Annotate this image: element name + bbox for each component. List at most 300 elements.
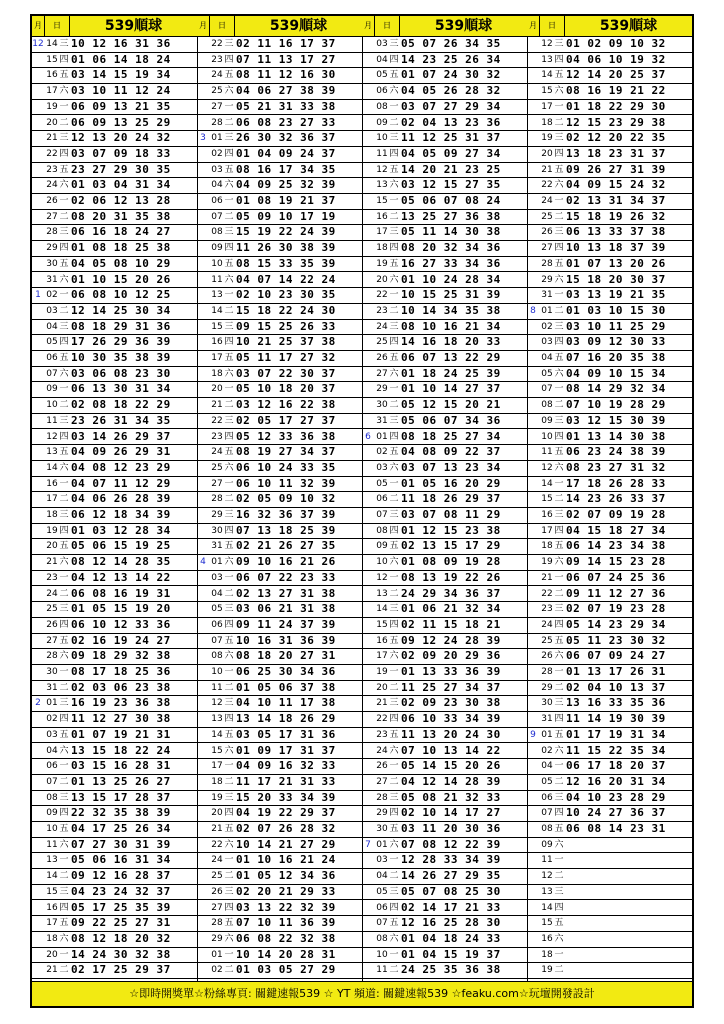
month-label xyxy=(362,963,374,979)
month-label xyxy=(197,649,209,665)
month-label xyxy=(362,649,374,665)
draw-numbers: 06 25 30 34 36 xyxy=(236,665,336,678)
weekday-label: 六 xyxy=(389,933,399,944)
draw-numbers: 04 06 26 28 39 xyxy=(71,492,171,506)
draw-numbers: 08 16 17 34 35 xyxy=(236,162,336,176)
draw-numbers: 10 14 34 35 38 xyxy=(401,303,501,317)
day-label: 02 xyxy=(211,148,223,159)
draw-numbers xyxy=(566,853,692,869)
day-label: 19 xyxy=(541,965,553,976)
month-label xyxy=(362,885,374,901)
weekday-label: 三 xyxy=(224,39,234,49)
draw-numbers: 04 07 14 22 24 xyxy=(236,272,336,286)
draw-numbers: 01 07 24 30 32 xyxy=(401,68,501,82)
draw-numbers: 12 16 25 28 30 xyxy=(401,916,501,930)
month-label xyxy=(362,257,374,273)
month-label xyxy=(32,116,44,132)
draw-row xyxy=(197,273,362,289)
weekday-label: 六 xyxy=(389,86,399,97)
day-label: 01 xyxy=(541,305,553,316)
weekday-label: 六 xyxy=(59,745,69,756)
day-label: 16 xyxy=(376,211,388,222)
draw-numbers: 16 19 23 36 38 xyxy=(71,696,171,710)
draw-row xyxy=(197,492,362,508)
month-label xyxy=(527,382,539,398)
month-label xyxy=(362,100,374,116)
weekday-label: 六 xyxy=(59,651,69,662)
draw-numbers xyxy=(566,901,692,917)
draw-row xyxy=(197,351,362,367)
day-label: 09 xyxy=(46,384,58,395)
day-label: 26 xyxy=(211,886,223,897)
weekday-label: 四 xyxy=(224,808,234,819)
draw-row xyxy=(527,68,692,84)
draw-row xyxy=(527,225,692,241)
results-column xyxy=(32,16,197,1006)
draw-numbers: 04 23 24 32 37 xyxy=(71,884,171,898)
weekday-label: 四 xyxy=(224,619,234,630)
weekday-label: 五 xyxy=(224,824,234,834)
weekday-label: 六 xyxy=(554,368,564,379)
weekday-label: 二 xyxy=(59,776,69,787)
weekday-label: 六 xyxy=(59,557,69,568)
weekday-label: 三 xyxy=(224,698,234,709)
month-label xyxy=(197,618,209,634)
weekday-label: 五 xyxy=(389,635,399,646)
draw-numbers: 07 10 11 36 39 xyxy=(236,916,336,930)
weekday-label: 二 xyxy=(224,117,234,128)
draw-numbers: 06 10 12 33 36 xyxy=(71,617,171,631)
month-label xyxy=(362,225,374,241)
month-label xyxy=(527,194,539,210)
day-header: 日 xyxy=(210,16,235,36)
draw-row xyxy=(362,759,527,775)
weekday-label: 一 xyxy=(224,667,234,677)
month-label xyxy=(32,618,44,634)
day-label: 14 xyxy=(46,39,58,49)
weekday-label: 一 xyxy=(224,101,234,112)
month-label xyxy=(32,100,44,116)
month-label xyxy=(362,524,374,540)
day-label: 25 xyxy=(46,604,58,615)
month-label xyxy=(527,116,539,132)
draw-numbers: 11 15 22 35 34 xyxy=(566,743,666,757)
day-label: 06 xyxy=(376,494,388,505)
weekday-label: 二 xyxy=(59,682,69,693)
month-label xyxy=(197,147,209,163)
month-label xyxy=(197,728,209,744)
draw-row xyxy=(197,241,362,257)
day-label: 18 xyxy=(376,243,388,254)
day-label: 02 xyxy=(211,965,223,976)
weekday-label: 六 xyxy=(389,651,399,662)
draw-row xyxy=(32,304,197,320)
day-label: 05 xyxy=(376,478,388,489)
draw-numbers: 15 20 33 34 39 xyxy=(236,790,336,804)
weekday-label: 五 xyxy=(59,258,69,269)
month-label xyxy=(527,335,539,351)
weekday-label: 三 xyxy=(59,133,69,144)
month-label xyxy=(197,948,209,964)
draw-row xyxy=(362,367,527,383)
draw-row xyxy=(32,461,197,477)
month-label xyxy=(197,382,209,398)
day-label: 03 xyxy=(211,164,223,175)
draw-numbers: 11 26 30 38 39 xyxy=(236,241,336,255)
draw-row xyxy=(527,194,692,210)
draw-row xyxy=(32,367,197,383)
weekday-label: 六 xyxy=(554,462,564,473)
day-label: 16 xyxy=(541,510,553,520)
month-label xyxy=(32,320,44,336)
draw-numbers: 09 15 25 26 33 xyxy=(236,319,336,333)
month-label xyxy=(362,571,374,587)
day-label: 23 xyxy=(541,604,553,615)
draw-row xyxy=(362,869,527,885)
draw-numbers: 14 20 21 23 25 xyxy=(401,162,501,176)
draw-numbers: 13 15 18 22 24 xyxy=(71,743,171,757)
day-label: 11 xyxy=(376,148,388,159)
draw-numbers: 05 12 15 20 21 xyxy=(401,398,501,412)
month-label xyxy=(197,696,209,712)
draw-row xyxy=(197,414,362,430)
draw-numbers: 10 24 27 36 37 xyxy=(566,806,666,820)
weekday-label: 四 xyxy=(224,902,234,913)
day-label: 08 xyxy=(46,792,58,803)
day-label: 22 xyxy=(211,415,223,426)
month-label xyxy=(527,241,539,257)
month-label xyxy=(197,885,209,901)
month-label xyxy=(197,822,209,838)
day-label: 01 xyxy=(46,698,58,709)
month-label xyxy=(197,163,209,179)
draw-numbers: 06 08 14 23 31 xyxy=(566,822,666,835)
day-label: 04 xyxy=(541,353,553,363)
weekday-label: 五 xyxy=(389,164,399,175)
draw-row xyxy=(197,178,362,194)
draw-numbers: 04 08 12 23 29 xyxy=(71,460,171,474)
draw-numbers: 08 18 29 31 36 xyxy=(71,319,171,333)
weekday-label: 四 xyxy=(59,902,69,913)
draw-row xyxy=(527,430,692,446)
month-label xyxy=(32,885,44,901)
weekday-label: 五 xyxy=(554,353,564,363)
month-label xyxy=(527,37,539,53)
weekday-label: 五 xyxy=(389,824,399,834)
month-label xyxy=(32,194,44,210)
draw-numbers: 22 32 35 38 39 xyxy=(71,806,171,820)
draw-row xyxy=(362,571,527,587)
month-label xyxy=(32,335,44,351)
month-label xyxy=(197,367,209,383)
draw-row xyxy=(197,932,362,948)
day-label: 09 xyxy=(211,243,223,254)
weekday-label: 二 xyxy=(554,494,564,505)
weekday-label: 二 xyxy=(224,776,234,787)
weekday-label: 一 xyxy=(59,101,69,112)
month-label xyxy=(527,461,539,477)
month-label xyxy=(32,587,44,603)
month-label xyxy=(362,367,374,383)
day-label: 02 xyxy=(46,290,58,301)
draw-row xyxy=(527,869,692,885)
day-label: 16 xyxy=(211,337,223,348)
draw-row xyxy=(527,445,692,461)
weekday-label: 二 xyxy=(389,776,399,787)
day-label: 15 xyxy=(541,494,553,505)
month-label xyxy=(197,241,209,257)
day-label: 26 xyxy=(541,651,553,662)
month-label xyxy=(527,288,539,304)
draw-numbers: 03 07 22 30 37 xyxy=(236,366,336,380)
draw-numbers: 14 23 25 26 34 xyxy=(401,52,501,66)
draw-row xyxy=(527,916,692,932)
day-label: 06 xyxy=(541,792,553,803)
month-label xyxy=(32,806,44,822)
weekday-label: 五 xyxy=(224,729,234,740)
weekday-label: 一 xyxy=(389,855,399,866)
day-label: 22 xyxy=(211,39,223,49)
weekday-label: 五 xyxy=(224,918,234,929)
month-label xyxy=(527,806,539,822)
draw-row xyxy=(362,822,527,838)
draw-row xyxy=(527,178,692,194)
draw-numbers: 24 25 35 36 38 xyxy=(401,963,501,977)
draw-row xyxy=(197,53,362,69)
weekday-label: 一 xyxy=(389,290,399,301)
weekday-label: 三 xyxy=(59,886,69,897)
draw-row xyxy=(362,618,527,634)
day-label: 08 xyxy=(541,400,553,411)
month-label xyxy=(527,791,539,807)
day-label: 02 xyxy=(541,745,553,756)
draw-numbers: 01 03 12 28 34 xyxy=(71,523,171,537)
month-label xyxy=(32,665,44,681)
month-label xyxy=(362,932,374,948)
draw-numbers: 17 26 29 36 39 xyxy=(71,335,171,349)
weekday-label: 一 xyxy=(389,572,399,583)
weekday-label: 五 xyxy=(389,70,399,81)
draw-row xyxy=(197,838,362,854)
draw-row xyxy=(362,147,527,163)
draw-numbers: 05 11 23 30 32 xyxy=(566,633,666,647)
day-label: 07 xyxy=(376,510,388,520)
day-label: 30 xyxy=(376,824,388,834)
draw-row xyxy=(362,163,527,179)
weekday-label: 五 xyxy=(224,258,234,269)
draw-row xyxy=(197,445,362,461)
draw-row xyxy=(197,696,362,712)
month-label xyxy=(527,571,539,587)
draw-row xyxy=(527,367,692,383)
weekday-label: 二 xyxy=(389,117,399,128)
weekday-label: 六 xyxy=(224,274,234,285)
draw-row xyxy=(197,524,362,540)
draw-numbers: 06 08 10 12 25 xyxy=(71,288,171,302)
day-label: 30 xyxy=(46,258,58,269)
month-label xyxy=(362,853,374,869)
month-label xyxy=(32,838,44,854)
weekday-label: 二 xyxy=(59,117,69,128)
month-label xyxy=(362,618,374,634)
draw-row xyxy=(32,508,197,524)
weekday-label: 三 xyxy=(389,321,399,332)
month-label xyxy=(197,932,209,948)
weekday-label: 二 xyxy=(554,871,564,882)
draw-row xyxy=(197,288,362,304)
day-label: 14 xyxy=(541,902,553,913)
weekday-label: 二 xyxy=(389,400,399,411)
day-label: 29 xyxy=(46,243,58,254)
month-label xyxy=(362,335,374,351)
draw-row xyxy=(32,257,197,273)
weekday-label: 四 xyxy=(389,619,399,630)
month-label xyxy=(32,257,44,273)
draw-row xyxy=(32,445,197,461)
weekday-label: 六 xyxy=(224,557,234,568)
day-label: 23 xyxy=(211,54,223,65)
day-label: 11 xyxy=(46,839,58,850)
draw-numbers: 05 07 26 34 35 xyxy=(401,37,501,50)
draw-numbers: 05 12 33 36 38 xyxy=(236,429,336,443)
month-label xyxy=(527,131,539,147)
month-label xyxy=(197,963,209,979)
draw-row xyxy=(32,618,197,634)
draw-numbers: 02 10 14 17 27 xyxy=(401,806,501,820)
day-label: 26 xyxy=(541,227,553,238)
weekday-label: 五 xyxy=(389,353,399,363)
draw-numbers: 06 08 22 32 38 xyxy=(236,931,336,945)
draw-row xyxy=(527,665,692,681)
day-label: 22 xyxy=(541,588,553,599)
day-label: 09 xyxy=(376,117,388,128)
day-label: 16 xyxy=(46,70,58,81)
draw-numbers: 04 05 09 27 34 xyxy=(401,146,501,160)
weekday-label: 五 xyxy=(224,635,234,646)
weekday-label: 四 xyxy=(389,243,399,254)
month-label xyxy=(32,791,44,807)
weekday-label: 四 xyxy=(59,619,69,630)
day-label: 21 xyxy=(46,133,58,144)
weekday-label: 四 xyxy=(59,431,69,442)
draw-row xyxy=(362,53,527,69)
draw-row xyxy=(197,131,362,147)
day-label: 11 xyxy=(46,415,58,426)
draw-row xyxy=(527,806,692,822)
weekday-label: 三 xyxy=(59,415,69,426)
month-label xyxy=(362,712,374,728)
draw-row xyxy=(197,963,362,979)
day-label: 14 xyxy=(541,478,553,489)
weekday-label: 一 xyxy=(224,949,234,960)
weekday-label: 六 xyxy=(224,745,234,756)
weekday-label: 二 xyxy=(389,211,399,222)
weekday-label: 五 xyxy=(389,729,399,740)
draw-row xyxy=(362,916,527,932)
day-label: 18 xyxy=(541,117,553,128)
draw-numbers: 01 13 25 26 27 xyxy=(71,774,171,788)
month-label xyxy=(527,147,539,163)
draw-row xyxy=(362,963,527,979)
weekday-label: 一 xyxy=(224,384,234,395)
draw-row xyxy=(362,791,527,807)
day-label: 22 xyxy=(376,714,388,725)
day-label: 18 xyxy=(541,541,553,552)
draw-numbers: 04 05 08 10 29 xyxy=(71,256,171,270)
month-label xyxy=(197,288,209,304)
month-label: 3 xyxy=(200,133,206,144)
draw-numbers: 13 18 23 31 37 xyxy=(566,146,666,160)
day-label: 04 xyxy=(376,871,388,882)
month-label xyxy=(527,508,539,524)
day-label: 03 xyxy=(376,462,388,473)
draw-numbers: 02 08 18 22 29 xyxy=(71,398,171,412)
day-label: 13 xyxy=(211,714,223,725)
weekday-label: 四 xyxy=(554,902,564,913)
draw-row xyxy=(362,241,527,257)
weekday-label: 三 xyxy=(389,698,399,709)
day-label: 19 xyxy=(541,557,553,568)
day-label: 17 xyxy=(541,525,553,536)
month-label xyxy=(32,414,44,430)
day-label: 21 xyxy=(541,164,553,175)
weekday-label: 五 xyxy=(389,541,399,552)
weekday-label: 三 xyxy=(554,415,564,426)
column-header xyxy=(362,16,527,37)
month-label xyxy=(362,68,374,84)
draw-numbers: 02 09 23 30 38 xyxy=(401,696,501,710)
day-label: 21 xyxy=(211,824,223,834)
day-label: 04 xyxy=(46,745,58,756)
month-label xyxy=(527,524,539,540)
draw-numbers: 26 30 32 36 37 xyxy=(236,131,336,145)
day-label: 29 xyxy=(211,933,223,944)
draw-row xyxy=(527,84,692,100)
draw-row xyxy=(197,398,362,414)
draw-row xyxy=(197,461,362,477)
draw-numbers: 09 12 24 28 39 xyxy=(401,633,501,647)
month-label xyxy=(527,53,539,69)
day-label: 03 xyxy=(376,39,388,49)
month-label xyxy=(197,225,209,241)
month-label xyxy=(527,68,539,84)
month-label xyxy=(197,335,209,351)
draw-numbers: 02 07 19 23 28 xyxy=(566,602,666,616)
month-label xyxy=(32,273,44,289)
draw-row xyxy=(197,681,362,697)
draw-row xyxy=(197,210,362,226)
draw-row xyxy=(527,555,692,571)
draw-row xyxy=(362,225,527,241)
month-label xyxy=(527,932,539,948)
weekday-label: 四 xyxy=(224,714,234,725)
day-label: 22 xyxy=(46,148,58,159)
month-label xyxy=(197,178,209,194)
draw-numbers: 01 13 33 36 39 xyxy=(401,665,501,678)
draw-numbers: 12 28 33 34 39 xyxy=(401,853,501,867)
draw-numbers: 07 16 20 35 38 xyxy=(566,351,666,364)
month-label: 4 xyxy=(200,557,206,568)
weekday-label: 五 xyxy=(554,729,564,740)
weekday-label: 二 xyxy=(554,776,564,787)
day-label: 10 xyxy=(46,400,58,411)
weekday-label: 三 xyxy=(389,133,399,144)
month-label xyxy=(197,869,209,885)
month-label xyxy=(197,602,209,618)
draw-numbers: 02 07 26 28 32 xyxy=(236,822,336,835)
day-label: 28 xyxy=(211,117,223,128)
month-label xyxy=(32,84,44,100)
